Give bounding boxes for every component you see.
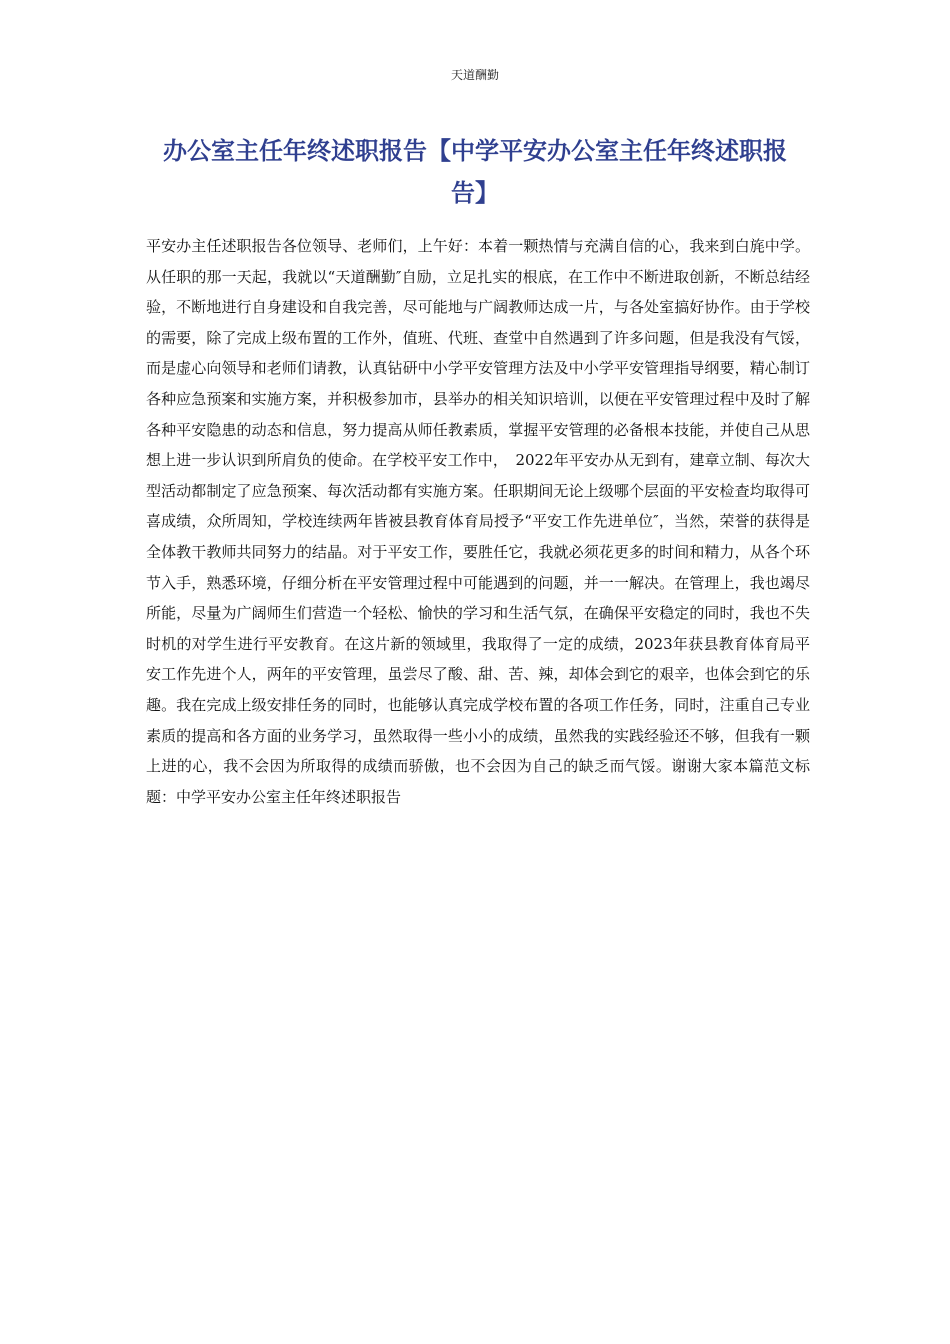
document-title: 办公室主任年终述职报告【中学平安办公室主任年终述职报告】 — [163, 137, 787, 207]
page-header: 天道酬勤 — [450, 68, 499, 82]
document-body: 平安办主任述职报告各位领导、老师们，上午好：本着一颗热情与充满自信的心，我来到白旄中学。从任职的那一天起，我就以“天道酬勤″自励，立足扎实的根底，在工作中不断进取创新，不断总结经验，不断地进行自身建设和自我完善，尽可能地与广阔教师达成一片，与各处室搞好协作。由于学校的需要，除了完成上级布置的工作外，值班、代班、查堂中自然遇到了许多问题，但是我没有气馁，而是虚心向领导和老师们请教，认真钻研中小学平安管理方法及中小学平安管理指导纲要，精心制订各种应急预案和实施方案，并积极参加市，县举办的相关知识培训，以便在平安管理过程中及时了解各种平安隐患的动态和信息，努力提高从师任教素质，掌握平安管理的必备根本技能，并使自己从思想上进一步认识到所肩负的使命。在学校平安工作中， 2022年平安办从无到有，建章立制、每次大型活动都制定了应急预案、每次活动都有实施方案。任职期间无论上级哪个层面的平安检查均取得可喜成绩，众所周知，学校连续两年皆被县教育体育局授予“平安工作先进单位″，当然，荣誉的获得是全体教干教师共同努力的结晶。对于平安工作，要胜任它，我就必须花更多的时间和精力，从各个环节入手，熟悉环境，仔细分析在平安管理过程中可能遇到的问题，并一一解决。在管理上，我也竭尽所能，尽量为广阔师生们营造一个轻松、愉快的学习和生活气氛，在确保平安稳定的同时，我也不失时机的对学生进行平安教育。在这片新的领域里，我取得了一定的成绩，2023年获县教育体育局平安工作先进个人，两年的平安管理，虽尝尽了酸、甜、苦、辣，却体会到它的艰辛，也体会到它的乐趣。我在完成上级安排任务的同时，也能够认真完成学校布置的各项工作任务，同时，注重自己专业素质的提高和各方面的业务学习，虽然取得一些小小的成绩，虽然我的实践经验还不够，但我有一颗上进的心，我不会因为所取得的成绩而骄傲，也不会因为自己的缺乏而气馁。谢谢大家本篇范文标题：中学平安办公室主任年终述职报告 — [146, 237, 810, 806]
